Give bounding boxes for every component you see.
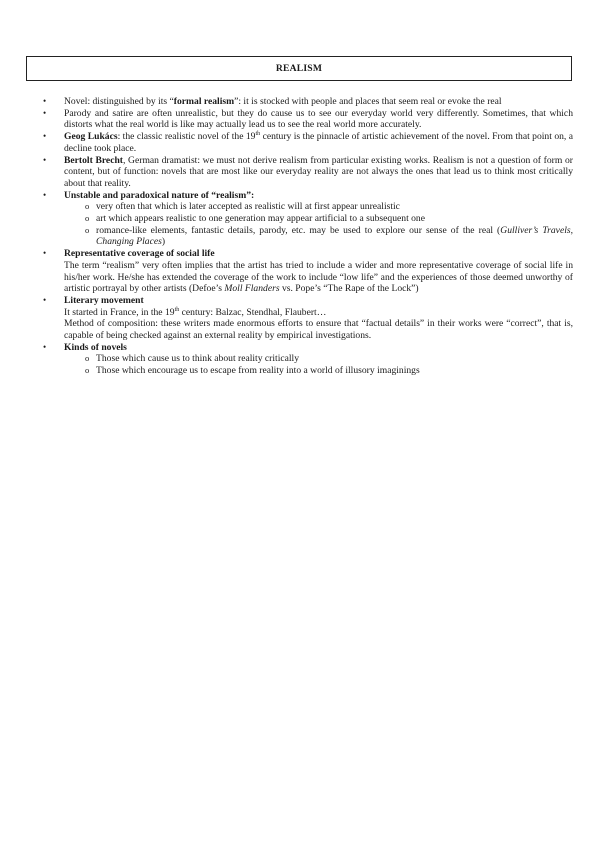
circle-bullet-icon: o bbox=[85, 353, 90, 364]
section-heading: Literary movement bbox=[64, 294, 144, 306]
bullet-item-unstable-nature bbox=[40, 190, 573, 202]
bullet-icon: • bbox=[43, 154, 47, 165]
bullet-icon: • bbox=[43, 107, 47, 118]
key-term: Geog Lukács bbox=[64, 131, 118, 143]
document-title: REALISM bbox=[275, 62, 323, 74]
bullet-item-social-life bbox=[40, 248, 573, 260]
bullet-text: Novel: distinguished by its “formal realism”: it is stocked with people and places that seem real or evoke the real bbox=[64, 96, 502, 107]
bullet-icon: • bbox=[43, 248, 47, 259]
key-term: Bertolt Brecht bbox=[64, 154, 123, 166]
bullet-item-literary-movement bbox=[40, 295, 573, 307]
section-paragraph: Method of composition: these writers made enormous efforts to ensure that “factual details” in their works were “correct”, that is, capable of being checked against an external reality by empirical investigations. bbox=[64, 318, 573, 342]
title-box bbox=[26, 56, 572, 81]
bullet-item-kinds-of-novels bbox=[40, 342, 573, 354]
bullet-icon: • bbox=[43, 189, 47, 200]
sub-item: o Those which cause us to think about reality critically bbox=[85, 353, 300, 365]
section-heading: Unstable and paradoxical nature of “realism”: bbox=[64, 189, 255, 201]
bullet-item-brecht bbox=[40, 155, 573, 190]
section-paragraph: The term “realism” very often implies that the artist has tried to include a wider and more representative coverage of social life in his/her work. He/she has extended the coverage of the work to include “low life” and the experiences of those deemed unworthy of artistic portrayal by other artists (Defoe’s Moll Flanders vs. Pope’s “The Rape of the Lock”) bbox=[64, 259, 573, 295]
sub-item: o romance-like elements, fantastic details, parody, etc. may be used to explore our sense of the real (Gulliver’s Travels, Changing Places) bbox=[85, 224, 573, 248]
bullet-item-parody bbox=[40, 108, 573, 131]
section-heading: Representative coverage of social life bbox=[64, 248, 215, 260]
bullet-text: Parody and satire are often unrealistic, but they do cause us to see our everyday world very differently. Sometimes, that which distorts what the real world is like may actually lead us to see the real world more accurately. bbox=[64, 107, 573, 131]
bullet-icon: • bbox=[43, 96, 47, 106]
bullet-icon: • bbox=[43, 294, 47, 305]
sub-item: o very often that which is later accepted as realistic will at first appear unrealistic bbox=[85, 201, 400, 213]
circle-bullet-icon: o bbox=[85, 224, 90, 235]
bullet-icon: • bbox=[43, 131, 47, 142]
sub-item: o art which appears realistic to one generation may appear artificial to a subsequent one bbox=[85, 213, 425, 225]
circle-bullet-icon: o bbox=[85, 213, 90, 224]
section-heading: Kinds of novels bbox=[64, 341, 127, 353]
bullet-icon: • bbox=[43, 341, 47, 352]
circle-bullet-icon: o bbox=[85, 201, 90, 212]
bullet-item-lukacs bbox=[40, 131, 573, 154]
sub-item: o Those which encourage us to escape from reality into a world of illusory imaginings bbox=[85, 365, 420, 377]
bullet-item-formal-realism bbox=[40, 96, 573, 108]
notes-body bbox=[40, 96, 573, 377]
section-paragraph: It started in France, in the 19th century: Balzac, Stendhal, Flaubert… bbox=[64, 306, 327, 318]
bullet-text: Bertolt Brecht, German dramatist: we must not derive realism from particular existing works. Realism is not a question of form or content, but of function: novels that are most like our everyday reality are not always the ones that lead us to think most critically about that reality. bbox=[64, 154, 573, 189]
key-term: formal realism bbox=[173, 96, 235, 107]
bullet-text: Geog Lukács: the classic realistic novel of the 19th century is the pinnacle of artistic achievement of the novel. From that point on, a decline took place. bbox=[64, 130, 573, 154]
circle-bullet-icon: o bbox=[85, 365, 90, 376]
